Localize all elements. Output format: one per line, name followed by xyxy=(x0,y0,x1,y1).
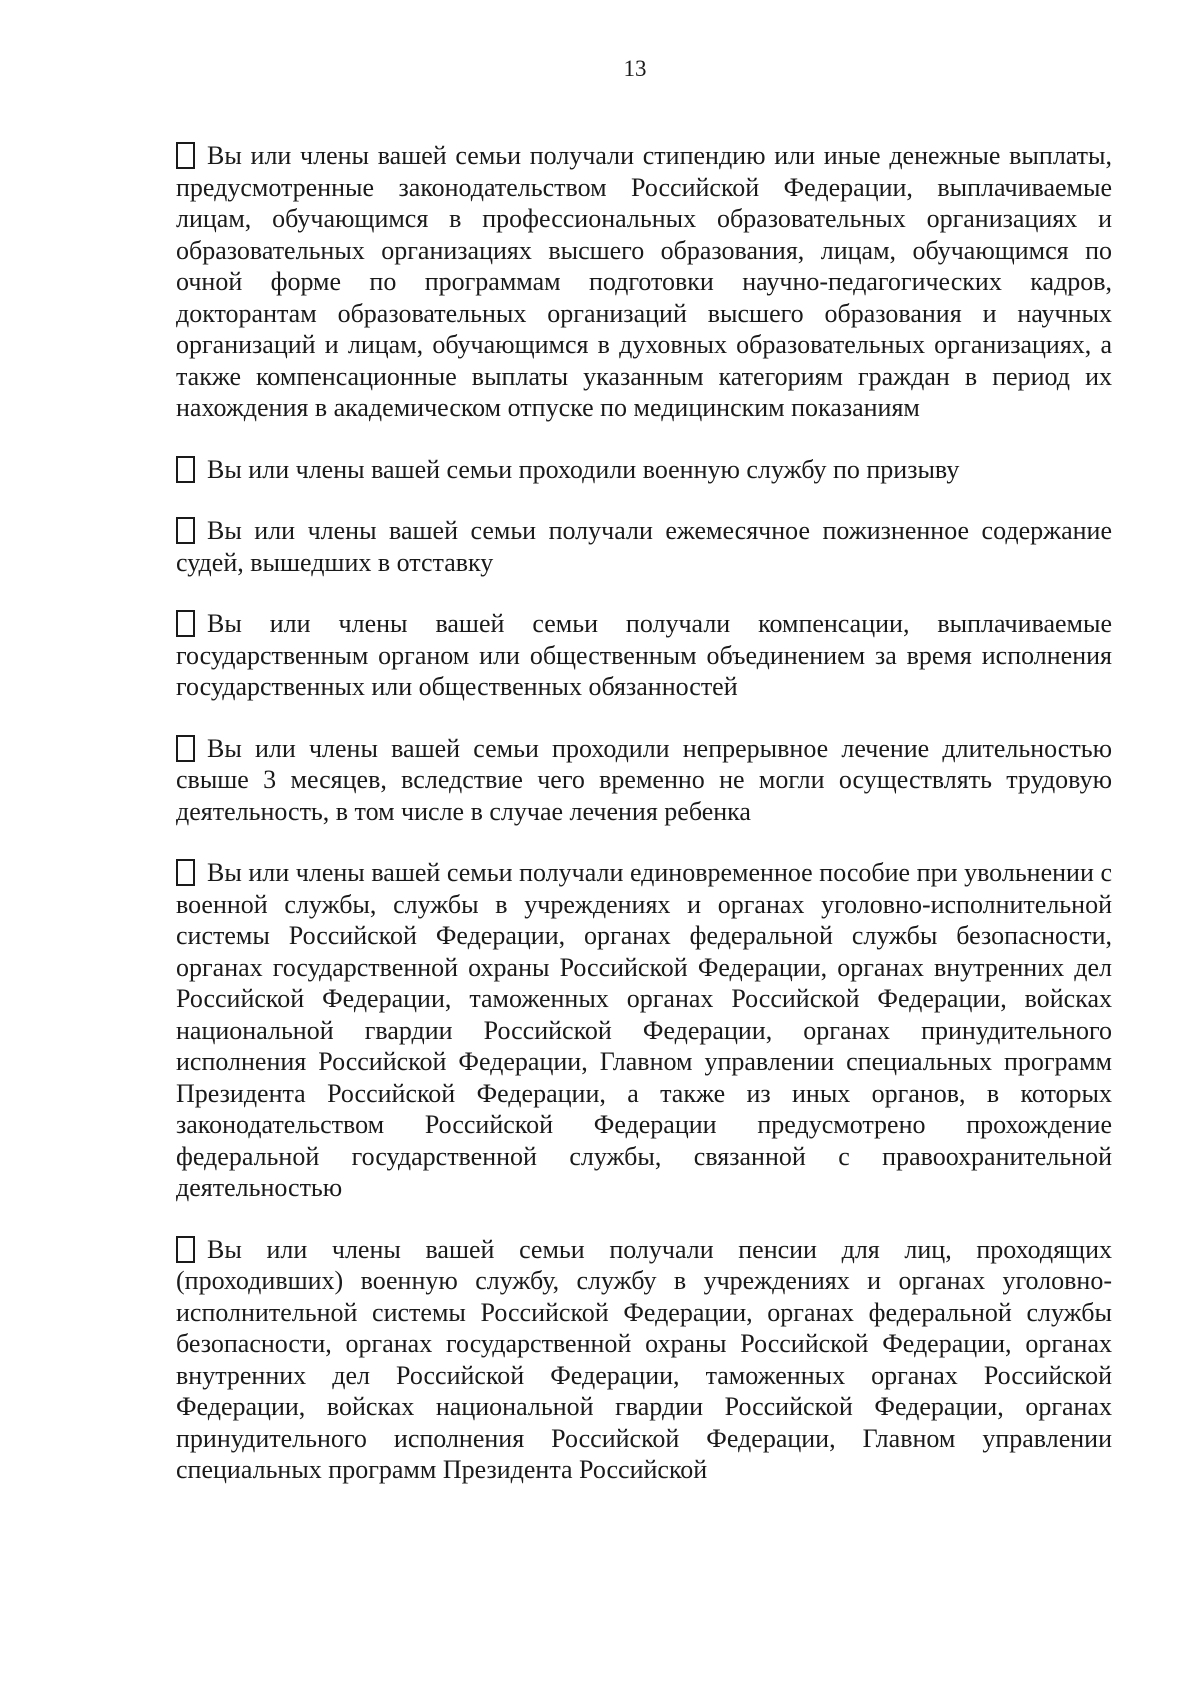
checklist-item-judges-allowance xyxy=(176,515,1112,578)
checklist-item-text: Вы или члены вашей семьи получали пенсии для лиц, проходящих (проходивших) военную службу, службу в учреждениях и органах уголовно-исполнительной системы Российской Федерации, органах федеральной службы безопасности, органах государственной охраны Российской Федерации, органах внутренних дел Российской Федерации, таможенных органах Российской Федерации, войсках национальной гвардии Российской Федерации, органах принудительного исполнения Российской Федерации, Главном управлении специальных программ Президента Российской xyxy=(176,1234,1112,1484)
checklist-item-military-conscription xyxy=(176,454,1112,486)
checkbox-discharge-allowance[interactable] xyxy=(176,859,195,886)
checklist-item-text: Вы или члены вашей семьи получали единовременное пособие при увольнении с военной службы, службы в учреждениях и органах уголовно-исполнительной системы Российской Федерации, органах федеральной службы безопасности, органах государственной охраны Российской Федерации, органах внутренних дел Российской Федерации, таможенных органах Российской Федерации, войсках национальной гвардии Российской Федерации, органах принудительного исполнения Российской Федерации, Главном управлении специальных программ Президента Российской Федерации, а также из иных органов, в которых законодательством Российской Федерации предусмотрено прохождение федеральной государственной службы, связанной с правоохранительной деятельностью xyxy=(176,858,1112,1202)
checkbox-service-pension[interactable] xyxy=(176,1236,195,1263)
checklist-item-text: Вы или члены вашей семьи проходили непрерывное лечение длительностью свыше 3 месяцев, вследствие чего временно не могли осуществлять трудовую деятельность, в том числе в случае лечения ребенка xyxy=(176,733,1112,826)
checklist-item-service-pension xyxy=(176,1234,1112,1486)
checklist-item-scholarship xyxy=(176,140,1112,424)
checklist xyxy=(176,140,1112,1516)
checklist-item-text: Вы или члены вашей семьи проходили военную службу по призыву xyxy=(207,454,960,484)
checkbox-state-compensation[interactable] xyxy=(176,610,195,637)
checkbox-scholarship[interactable] xyxy=(176,142,195,169)
checkbox-judges-allowance[interactable] xyxy=(176,517,195,544)
checklist-item-long-treatment xyxy=(176,733,1112,828)
checklist-item-state-compensation xyxy=(176,608,1112,703)
checkbox-long-treatment[interactable] xyxy=(176,735,195,762)
page-number: 13 xyxy=(623,56,647,81)
checklist-item-text: Вы или члены вашей семьи получали компенсации, выплачиваемые государственным органом или общественным объединением за время исполнения государственных или общественных обязанностей xyxy=(176,609,1112,701)
checklist-item-discharge-allowance xyxy=(176,857,1112,1204)
checkbox-military-conscription[interactable] xyxy=(176,456,195,483)
checklist-item-text: Вы или члены вашей семьи получали стипендию или иные денежные выплаты, предусмотренные законодательством Российской Федерации, выплачиваемые лицам, обучающимся в профессиональных образовательных организациях и образовательных организациях высшего образования, лицам, обучающимся по очной форме по программам подготовки научно-педагогических кадров, докторантам образовательных организаций высшего образования и научных организаций и лицам, обучающимся в духовных образовательных организациях, а также компенсационные выплаты указанным категориям граждан в период их нахождения в академическом отпуске по медицинским показаниям xyxy=(176,141,1112,422)
checklist-item-text: Вы или члены вашей семьи получали ежемесячное пожизненное содержание судей, вышедших в отставку xyxy=(176,516,1112,577)
